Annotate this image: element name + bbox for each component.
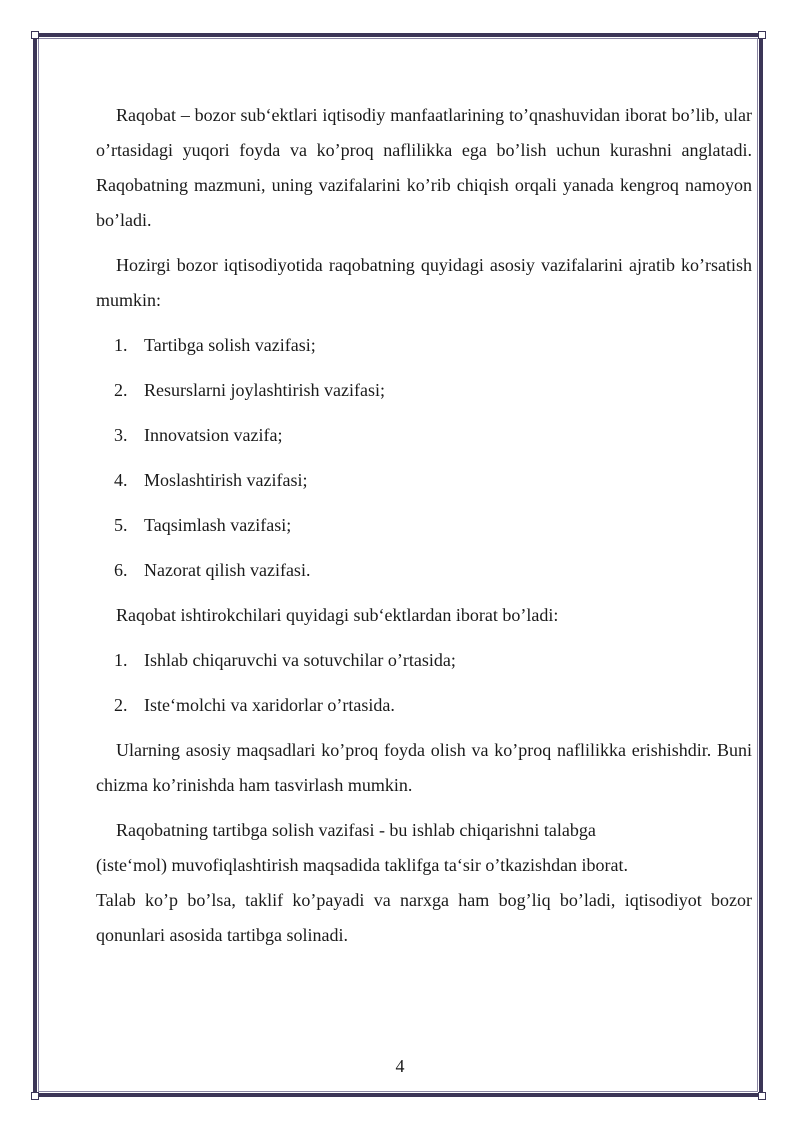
list-number: 2. bbox=[114, 380, 128, 400]
list-number: 4. bbox=[114, 470, 128, 490]
list-text: Taqsimlash vazifasi; bbox=[144, 515, 292, 535]
page-number: 4 bbox=[395, 1056, 405, 1076]
paragraph-participants-intro: Raqobat ishtirokchilari quyidagi sub‘ektlardan iborat bo’ladi: bbox=[116, 605, 559, 625]
functions-list bbox=[96, 328, 752, 588]
paragraph-regulation-line1: Raqobatning tartibga solish vazifasi - bu ishlab chiqarishni talabga bbox=[116, 820, 596, 840]
paragraph-definition: Raqobat – bozor sub‘ektlari iqtisodiy manfaatlarining to’qnashuvidan iborat bo’lib, ular o’rtasidagi yuqori foyda va ko’proq naflilikka ega bo’lish uchun kurashni anglatadi. Raqobatning mazmuni, uning vazifalarini ko’rib chiqish orqali yanada kengroq namoyon bo’ladi. bbox=[96, 105, 752, 230]
list-item bbox=[96, 688, 752, 723]
list-text: Resurslarni joylashtirish vazifasi; bbox=[144, 380, 385, 400]
list-number: 1. bbox=[114, 335, 128, 355]
border-corner bbox=[758, 31, 766, 39]
list-text: Ishlab chiqaruvchi va sotuvchilar o’rtasida; bbox=[144, 650, 456, 670]
list-number: 2. bbox=[114, 695, 128, 715]
list-item bbox=[96, 373, 752, 408]
border-corner bbox=[758, 1092, 766, 1100]
list-item bbox=[96, 643, 752, 678]
paragraph-regulation-line2: (iste‘mol) muvofiqlashtirish maqsadida taklifga ta‘sir o’tkazishdan iborat. bbox=[96, 855, 629, 875]
list-number: 1. bbox=[114, 650, 128, 670]
participants-list bbox=[96, 643, 752, 723]
list-text: Nazorat qilish vazifasi. bbox=[144, 560, 311, 580]
list-text: Moslashtirish vazifasi; bbox=[144, 470, 308, 490]
list-item bbox=[96, 463, 752, 498]
list-item bbox=[96, 553, 752, 588]
list-text: Tartibga solish vazifasi; bbox=[144, 335, 316, 355]
paragraph-goals: Ularning asosiy maqsadlari ko’proq foyda olish va ko’proq naflilikka erishishdir. Buni chizma ko’rinishda ham tasvirlash mumkin. bbox=[96, 740, 752, 795]
border-corner bbox=[31, 1092, 39, 1100]
list-item bbox=[96, 328, 752, 363]
list-item bbox=[96, 418, 752, 453]
list-number: 5. bbox=[114, 515, 128, 535]
list-number: 3. bbox=[114, 425, 128, 445]
list-text: Iste‘molchi va xaridorlar o’rtasida. bbox=[144, 695, 395, 715]
list-item bbox=[96, 508, 752, 543]
list-text: Innovatsion vazifa; bbox=[144, 425, 283, 445]
border-corner bbox=[31, 31, 39, 39]
document-body bbox=[96, 98, 752, 953]
paragraph-demand: Talab ko’p bo’lsa, taklif ko’payadi va narxga ham bog’liq bo’ladi, iqtisodiyot bozor qonunlari asosida tartibga solinadi. bbox=[96, 890, 752, 945]
paragraph-functions-intro: Hozirgi bozor iqtisodiyotida raqobatning quyidagi asosiy vazifalarini ajratib ko’rsatish mumkin: bbox=[96, 255, 752, 310]
list-number: 6. bbox=[114, 560, 128, 580]
